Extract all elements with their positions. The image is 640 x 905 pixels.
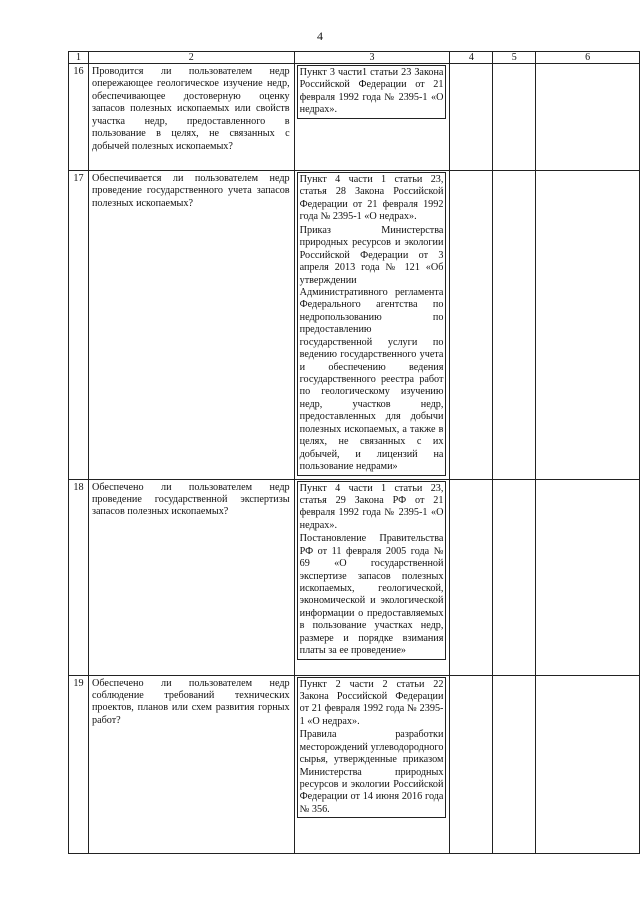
law-box (297, 65, 447, 119)
note-cell[interactable] (536, 171, 640, 480)
law-cell (294, 171, 450, 480)
note-cell[interactable] (536, 479, 640, 675)
law-cell (294, 479, 450, 675)
law-paragraph: Приказ Министерства природных ресурсов и экологии Российской Федерации от 3 апреля 2013 года № 121 «Об утверждении Административного регламента Федерального агентства по недропользованию по предоставлению государственной услуги по ведению государственного учета и обеспечению ведения государственного реестра работ по геологическому изучению недр, участков недр, предоставленных для добычи полезных ископаемых, а также в целях, не связанных с их добычей, и лицензий на пользование недрами» (299, 224, 444, 473)
question-text: Обеспечено ли пользователем недр проведение государственной экспертизы запасов полезных ископаемых? (91, 481, 290, 518)
question-cell (88, 171, 294, 480)
question-cell (88, 64, 294, 171)
column-header: 3 (294, 52, 450, 64)
answer-cell-no[interactable] (493, 479, 536, 675)
column-header: 6 (536, 52, 640, 64)
answer-cell-yes[interactable] (450, 479, 493, 675)
question-text: Обеспечивается ли пользователем недр проведение государственного учета запасов полезных ископаемых? (91, 173, 290, 209)
answer-cell-yes[interactable] (450, 64, 493, 171)
column-header: 2 (88, 52, 294, 64)
law-cell (294, 64, 450, 171)
answer-cell-yes[interactable] (450, 171, 493, 480)
law-paragraph: Пункт 3 части1 статьи 23 Закона Российской Федерации от 21 февраля 1992 года № 2395-1 «О недрах». (299, 67, 444, 116)
table-row (69, 171, 640, 480)
law-box (297, 172, 447, 476)
question-cell (88, 479, 294, 675)
law-paragraph: Пункт 4 части 1 статьи 23, статья 28 Закона Российской Федерации от 21 февраля 1992 года № 2395-1 «О недрах». (299, 174, 444, 223)
law-paragraph: Пункт 4 части 1 статьи 23, статья 29 Закона РФ от 21 февраля 1992 года № 2395-1 «О недрах». (299, 482, 444, 531)
law-cell (294, 675, 450, 853)
law-paragraph: Пункт 2 части 2 статьи 22 Закона Российской Федерации от 21 февраля 1992 года № 2395-1 «О недрах». (299, 678, 444, 727)
law-box (297, 677, 447, 819)
row-number: 19 (69, 675, 89, 853)
law-paragraph: Правила разработки месторождений углеводородного сырья, утвержденные приказом Министерства природных ресурсов и экологии Российской Федерации от 14 июня 2016 года № 356. (299, 729, 444, 815)
question-cell (88, 675, 294, 853)
table-row (69, 675, 640, 853)
table-row (69, 479, 640, 675)
column-header: 1 (69, 52, 89, 64)
note-cell[interactable] (536, 64, 640, 171)
answer-cell-yes[interactable] (450, 675, 493, 853)
row-number: 17 (69, 171, 89, 480)
table-row (69, 64, 640, 171)
law-paragraph: Постановление Правительства РФ от 11 февраля 2005 года № 69 «О государственной экспертизе запасов полезных ископаемых, геологической, экономической и экологической информации о предоставляемых в пользование участках недр, размере и порядке взимания платы за ее проведение» (299, 533, 444, 657)
row-number: 18 (69, 479, 89, 675)
question-text: Обеспечено ли пользователем недр соблюдение требований технических проектов, планов или схем развития горных работ? (91, 677, 290, 726)
column-header: 4 (450, 52, 493, 64)
checklist-table (68, 51, 640, 854)
column-header: 5 (493, 52, 536, 64)
law-box (297, 481, 447, 660)
row-number: 16 (69, 64, 89, 171)
question-text: Проводится ли пользователем недр опережающее геологическое изучение недр, обеспечивающее достоверную оценку запасов полезных ископаемых или свойств участка недр, предоставленного в пользование в целях, не связанных с добычей полезных ископаемых? (91, 66, 290, 152)
answer-cell-no[interactable] (493, 64, 536, 171)
answer-cell-no[interactable] (493, 171, 536, 480)
table-header-row (69, 52, 640, 64)
answer-cell-no[interactable] (493, 675, 536, 853)
note-cell[interactable] (536, 675, 640, 853)
page-number: 4 (317, 29, 323, 43)
